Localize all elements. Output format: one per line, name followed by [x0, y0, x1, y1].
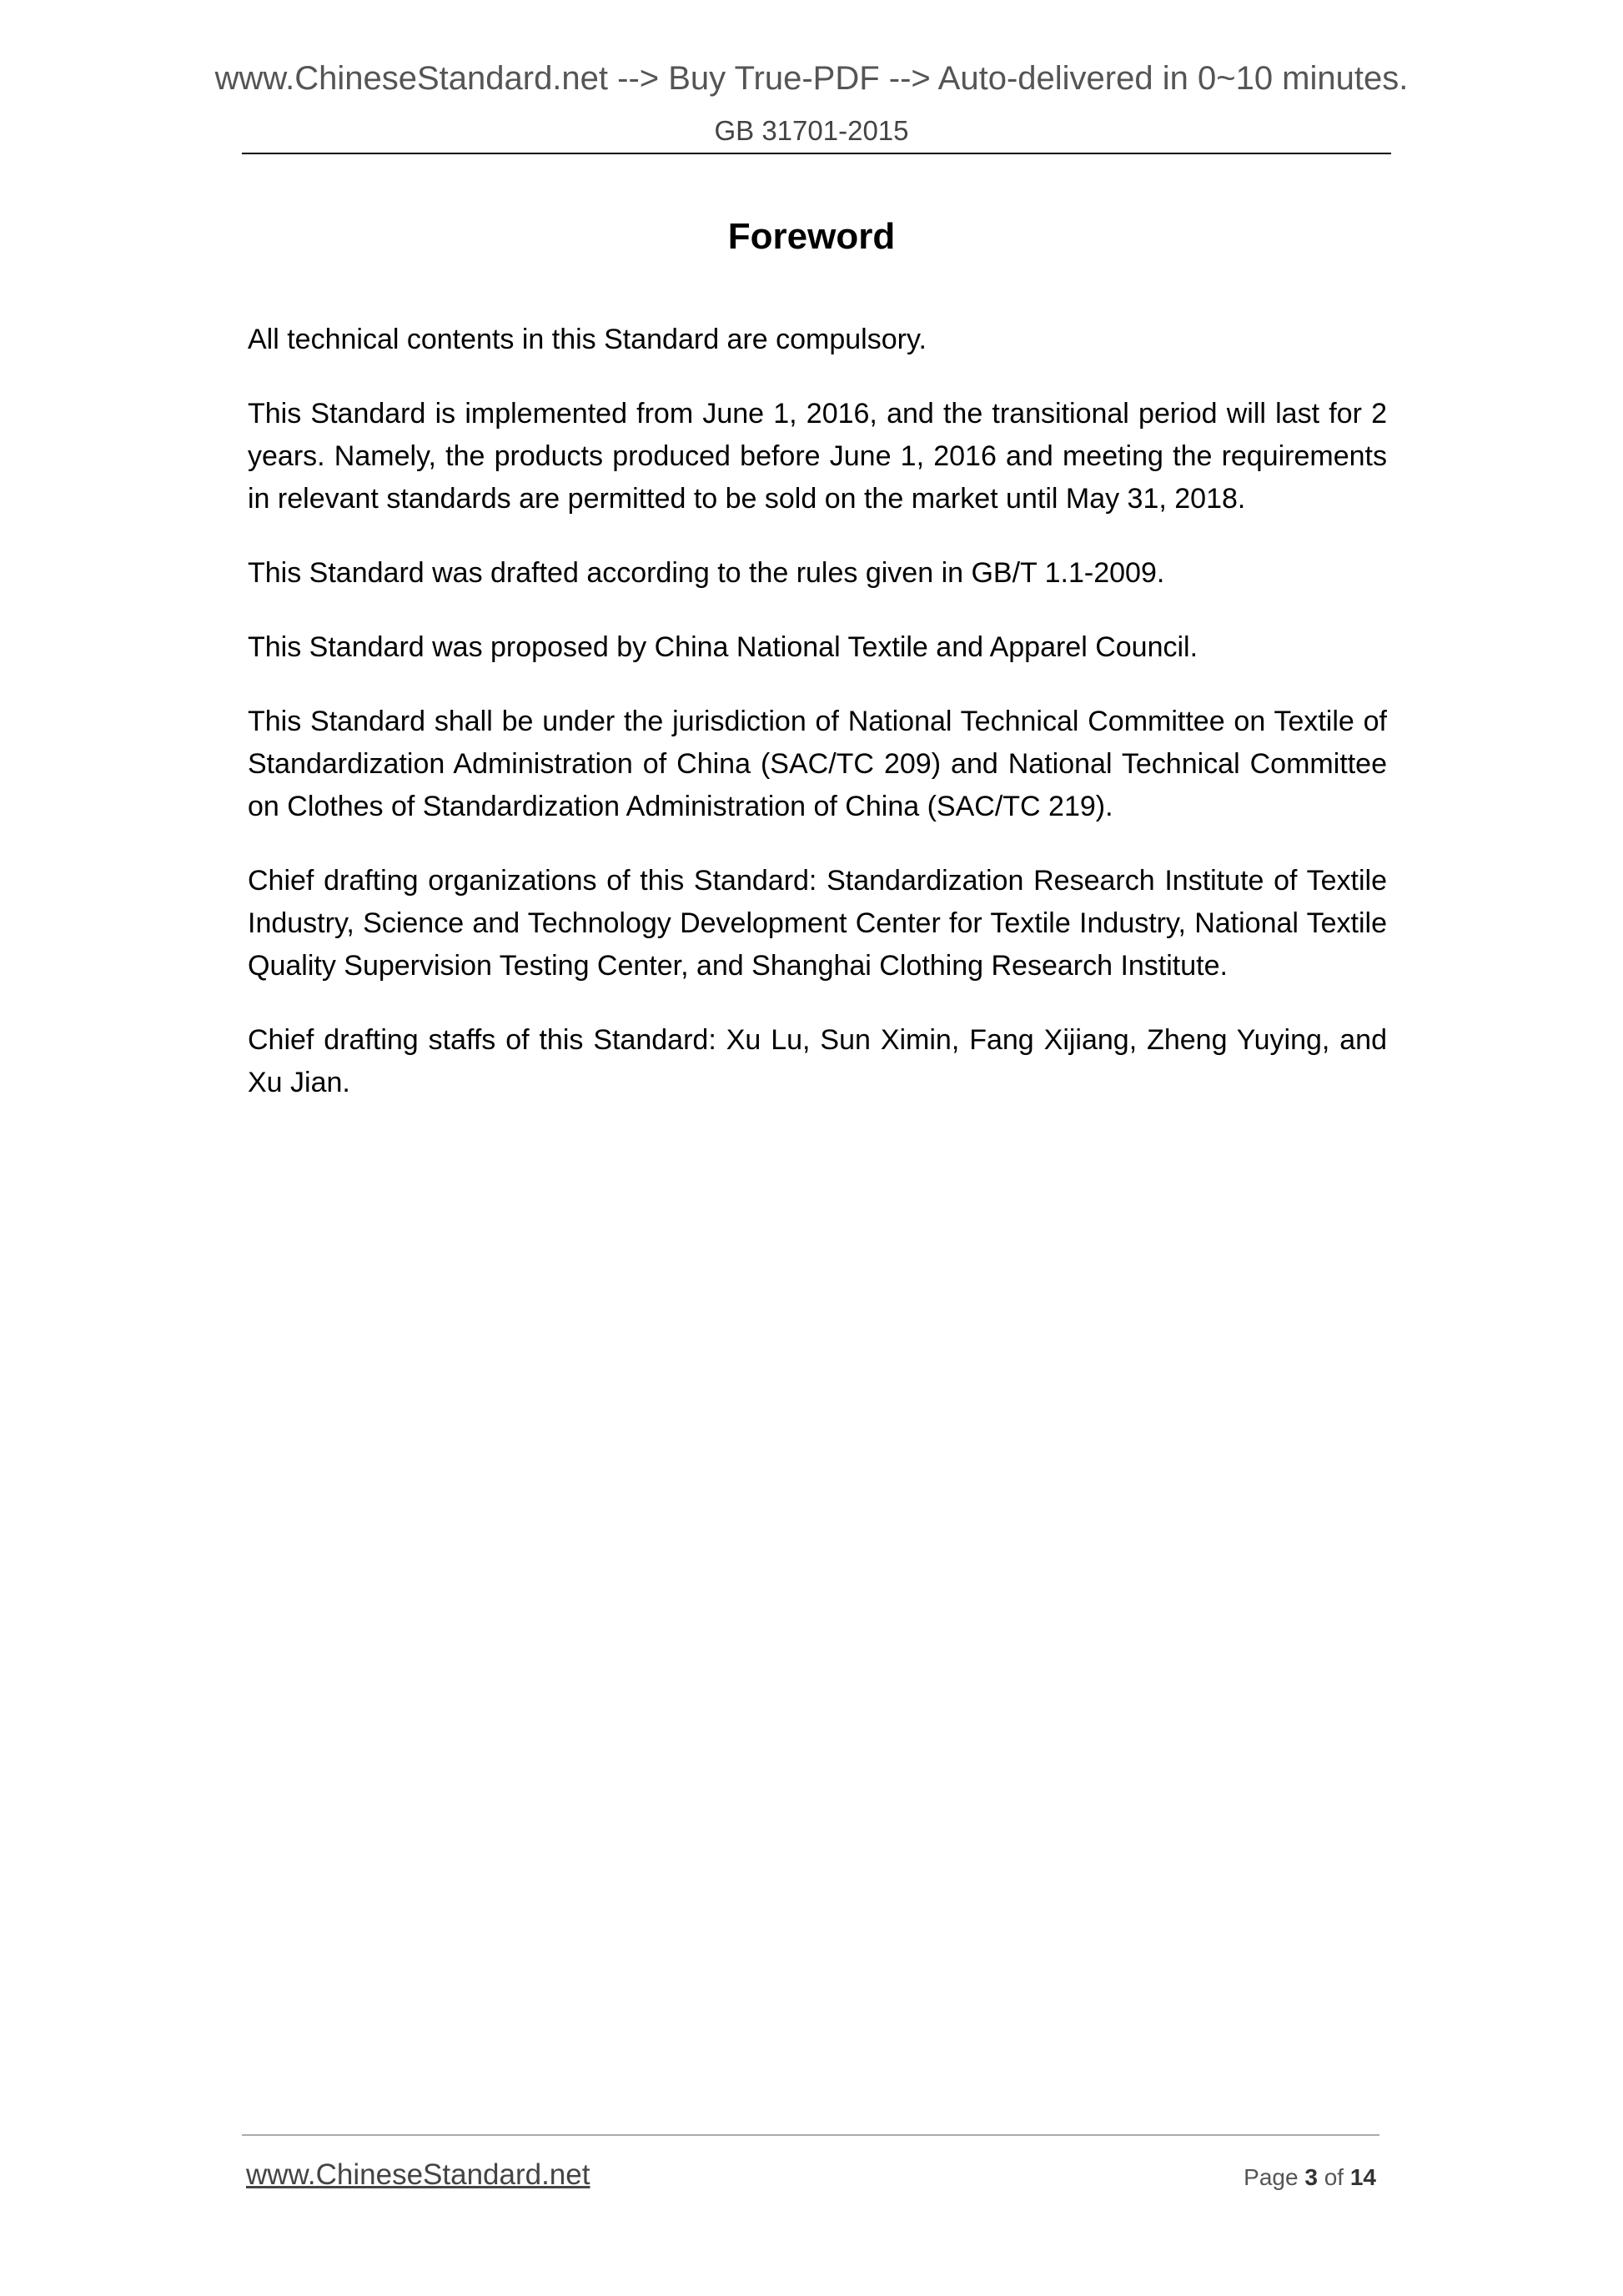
page-of-label: of	[1324, 2164, 1344, 2190]
paragraph-proposed-by: This Standard was proposed by China National Textile and Apparel Council.	[248, 631, 1198, 663]
page-title: Foreword	[727, 216, 896, 257]
paragraph-drafting-rules: This Standard was drafted according to the rules given in GB/T 1.1-2009.	[248, 557, 1165, 589]
top-banner: www.ChineseStandard.net --> Buy True-PDF --> Auto-delivered in 0~10 minutes.	[214, 60, 1409, 97]
page-total: 14	[1349, 2164, 1376, 2190]
page-label: Page	[1244, 2164, 1299, 2190]
paragraph-drafting-organizations: Chief drafting organizations of this Standard: Standardization Research Institute of Textile Industry, Science and Technology Development Center for Textile Industry, National Textile Quality Supervision Testing Center, and Shanghai Clothing Research Institute.	[248, 865, 1387, 982]
paragraph-jurisdiction: This Standard shall be under the jurisdiction of National Technical Committee on Textile of Standardization Administration of China (SAC/TC 209) and National Technical Committee on Clothes of Standardization Administration of China (SAC/TC 219).	[248, 706, 1387, 822]
paragraph-compulsory: All technical contents in this Standard are compulsory.	[248, 324, 927, 355]
paragraph-implementation: This Standard is implemented from June 1, 2016, and the transitional period will last for 2 years. Namely, the products produced before June 1, 2016 and meeting the requirements in relevant standards are permitted to be sold on the market until May 31, 2018.	[248, 398, 1387, 515]
foreword-body	[248, 319, 1387, 1136]
page-current: 3	[1304, 2164, 1318, 2190]
header-divider	[242, 153, 1391, 154]
footer-divider	[242, 2134, 1379, 2136]
standard-code: GB 31701-2015	[714, 115, 909, 146]
footer-website-link[interactable]: www.ChineseStandard.net	[246, 2158, 590, 2191]
page-number	[1244, 2166, 1376, 2189]
paragraph-drafting-staffs: Chief drafting staffs of this Standard: Xu Lu, Sun Ximin, Fang Xijiang, Zheng Yuying, and Xu Jian.	[248, 1024, 1387, 1098]
